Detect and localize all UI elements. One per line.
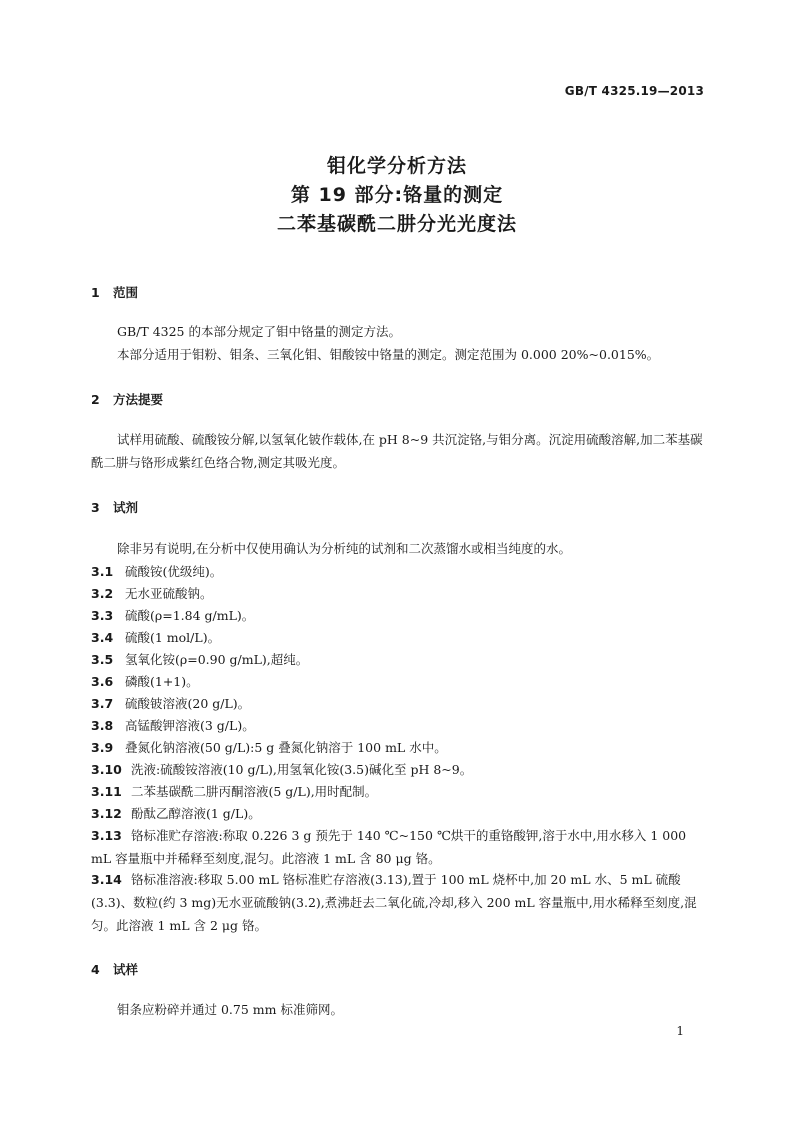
reagent-item: [91, 560, 703, 583]
reagent-item: [91, 758, 703, 781]
section-1-paragraph-2: 本部分适用于钼粉、钼条、三氧化钼、钼酸铵中铬量的测定。测定范围为 0.000 20%~0.015%。: [117, 347, 660, 362]
item-number: 3.7: [91, 696, 114, 711]
item-number: 3.5: [91, 652, 114, 667]
item-number: 3.4: [91, 630, 114, 645]
reagent-item: [91, 868, 703, 937]
section-title: 范围: [113, 285, 139, 300]
document-title: [0, 152, 794, 239]
item-number: 3.9: [91, 740, 114, 755]
reagent-item: [91, 736, 703, 759]
reagent-item: [91, 780, 703, 803]
section-number: 1: [91, 285, 100, 300]
title-line-1: 钼化学分析方法: [326, 155, 467, 177]
section-title: 试样: [113, 962, 139, 977]
item-text: 氢氧化铵(ρ=0.90 g/mL),超纯。: [125, 652, 309, 667]
item-text: 无水亚硫酸钠。: [125, 586, 213, 601]
section-4-heading: [91, 960, 138, 978]
reagent-item: [91, 604, 703, 627]
reagent-item: [91, 648, 703, 671]
section-number: 3: [91, 500, 100, 515]
item-text: 二苯基碳酰二肼丙酮溶液(5 g/L),用时配制。: [131, 784, 378, 799]
reagent-item: [91, 670, 703, 693]
item-number: 3.12: [91, 806, 122, 821]
item-text: 叠氮化钠溶液(50 g/L):5 g 叠氮化钠溶于 100 mL 水中。: [125, 740, 447, 755]
reagent-item: [91, 802, 703, 825]
item-text: 硫酸铍溶液(20 g/L)。: [125, 696, 251, 711]
item-text: 硫酸(ρ=1.84 g/mL)。: [125, 608, 255, 623]
page-number: 1: [676, 1024, 684, 1038]
section-4-paragraph-1: 钼条应粉碎并通过 0.75 mm 标准筛网。: [117, 1002, 343, 1017]
section-1-paragraph-1: GB/T 4325 的本部分规定了钼中铬量的测定方法。: [117, 324, 401, 339]
section-title: 试剂: [113, 500, 139, 515]
title-line-2: 第 19 部分:铬量的测定: [290, 184, 504, 206]
section-3-intro: 除非另有说明,在分析中仅使用确认为分析纯的试剂和二次蒸馏水或相当纯度的水。: [117, 541, 571, 556]
reagent-item: [91, 692, 703, 715]
title-line-3: 二苯基碳酰二肼分光光度法: [276, 213, 517, 235]
item-number: 3.2: [91, 586, 114, 601]
item-text: 铬标准贮存溶液:称取 0.226 3 g 预先于 140 ℃~150 ℃烘干的重铬酸钾,溶于水中,用水移入 1 000 mL 容量瓶中并稀释至刻度,混匀。此溶液 1 mL 含 80 μg 铬。: [91, 828, 687, 866]
reagent-item: [91, 582, 703, 605]
item-text: 洗液:硫酸铵溶液(10 g/L),用氢氧化铵(3.5)碱化至 pH 8~9。: [131, 762, 473, 777]
section-1-heading: [91, 283, 138, 301]
item-text: 高锰酸钾溶液(3 g/L)。: [125, 718, 255, 733]
item-number: 3.11: [91, 784, 122, 799]
item-text: 酚酞乙醇溶液(1 g/L)。: [131, 806, 261, 821]
section-number: 4: [91, 962, 100, 977]
item-number: 3.8: [91, 718, 114, 733]
item-number: 3.13: [91, 828, 122, 843]
section-2-paragraph-1: 试样用硫酸、硫酸铵分解,以氢氧化铍作载体,在 pH 8~9 共沉淀铬,与钼分离。沉淀用硫酸溶解,加二苯基碳酰二肼与铬形成紫红色络合物,测定其吸光度。: [91, 432, 703, 470]
reagent-item: [91, 714, 703, 737]
standard-code: GB/T 4325.19—2013: [564, 84, 704, 98]
section-title: 方法提要: [113, 392, 164, 407]
item-text: 硫酸(1 mol/L)。: [125, 630, 221, 645]
item-number: 3.6: [91, 674, 114, 689]
item-text: 磷酸(1+1)。: [125, 674, 199, 689]
reagent-item: [91, 626, 703, 649]
section-number: 2: [91, 392, 100, 407]
item-text: 铬标准溶液:移取 5.00 mL 铬标准贮存溶液(3.13),置于 100 mL 烧杯中,加 20 mL 水、5 mL 硫酸(3.3)、数粒(约 3 mg)无水亚硫酸钠(3.2),煮沸赶去二氧化硫,冷却,移入 200 mL 容量瓶中,用水稀释至刻度,混匀。此溶液 1 mL 含 2 μg 铬。: [91, 872, 697, 933]
reagent-item: [91, 824, 703, 870]
item-number: 3.1: [91, 564, 114, 579]
section-3-heading: [91, 498, 138, 516]
item-number: 3.14: [91, 872, 122, 887]
item-text: 硫酸铵(优级纯)。: [125, 564, 223, 579]
section-2-heading: [91, 390, 163, 408]
item-number: 3.3: [91, 608, 114, 623]
item-number: 3.10: [91, 762, 122, 777]
